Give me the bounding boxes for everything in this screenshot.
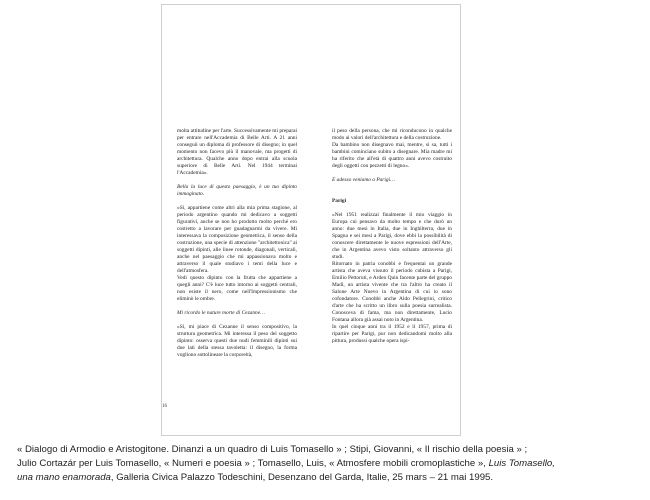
italic-question: E adesso veniamo a Parigi… xyxy=(332,177,395,183)
caption-line-2: Julio Cortazár per Luis Tomasello, « Numeri e poesia » ; Tomasello, Luis, « Atmosfere mobili cromoplastiche », xyxy=(17,458,489,469)
paragraph: il peso della persona, che mi riconducono in qualche modo ai valori dell'architettura e della costruzione. xyxy=(332,128,452,141)
paragraph: «Sì, mi piace di Cezanne il senso compositivo, la struttura geometrica. Mi interessa il peso del soggetto dipinto: osserva questi due nudi femminili dipinti sui due lati della stessa tavoletta: il disegno, la forma vogliono sottolineare la corporeità, xyxy=(177,324,297,358)
paragraph: molta attitudine per l'arte. Successivamente mi preparai per entrare nell'Accademia di Belle Arti. A 21 anni conseguii un diploma di professore di disegno; in quel momento non facevo più il manovale, ma progetti di architettura. Qualche anno dopo entrai alla scuola superiore di Belle Arti. Nel 1944 terminai l'Accademia». xyxy=(177,128,297,176)
page-number: 16 xyxy=(162,404,167,409)
section-heading: Parigi xyxy=(332,198,347,204)
italic-question: Mi ricordo le nature morte di Cezanne… xyxy=(177,310,265,316)
paragraph: «Sì, appartiene come altri alla mia prima stagione, al periodo argentino quando mi dedicavo a soggetti figurativi, anche se non ho prodotto molto perché ero costretto a lavorare per guadagnarmi da vivere. Mi interessava la composizione geometrica, il senso della costruzione, una specie di attenzione "architettonica" ai soggetti dipinti, alle linee rotonde, diagonali, verticali, anche nel paesaggio che mi appassionava molto e attraverso il quale studiavo i temi della luce e dell'atmosfera. xyxy=(177,205,297,274)
paragraph: Ritornato in patria conobbi e frequentai un grande artista che aveva vissuto il periodo cubista a Parigi, Emilio Pettoruti, e Arden Quin facente parte del gruppo Madì, un artista vivente che tra l'altro ha creato il Salone Arte Nuevo in Argentina di cui io sono cofondatore. Conobbi anche Aldo Pellegrini, critico d'arte che ha scritto un libro sulla poesia surrealista. Conosceva di fama, ma non direttamente, Lucio Fontana allora già assai noto in Argentina. xyxy=(332,261,452,323)
caption-line-1: « Dialogo di Armodio e Aristogitone. Dinanzi a un quadro di Luis Tomasello » ; Stipi, Giovanni, « Il rischio della poesia » ; xyxy=(17,444,528,455)
scanned-page xyxy=(161,4,461,436)
left-column xyxy=(177,128,297,359)
paragraph: Vedi questo dipinto con la frutta che appartiene a quegli anni? C'è luce tutto intorno ai soggetti centrali, non esiste il nero, come nell'Impressionismo che eliminò le ombre. xyxy=(177,275,297,302)
right-column xyxy=(332,128,452,345)
caption-book-title-part2: una mano enamorada xyxy=(17,472,111,483)
caption-book-title-part1: Luis Tomasello, xyxy=(488,458,555,469)
italic-question: Bella la luce di questo paesaggio, è un tuo dipinto immaginato. xyxy=(177,184,297,197)
paragraph: In quel cinque anni tra il 1952 e il 1957, prima di ripartire per Parigi, pur non dedicandomi molto alla pittura, produssi qualche opera ispi- xyxy=(332,324,452,344)
caption-line-3: , Galleria Civica Palazzo Todeschini, Desenzano del Garda, Italie, 25 mars – 21 mai 1995. xyxy=(110,472,494,483)
paragraph: «Nel 1951 realizzai finalmente il mio viaggio in Europa cui pensavo da molto tempo e che durò un anno: due mesi in Italia, due in Inghilterra, due in Spagna e sei mesi a Parigi, dove ebbi la possibilità di conoscere direttamente le nuove espressioni dell'Arte, che in Argentina avevo visto soltanto attraverso gli studi. xyxy=(332,212,452,260)
image-caption xyxy=(17,443,637,485)
paragraph: Da bambino non disegnavo mai, mentre, si sa, tutti i bambini cominciano subito a disegnare. Mia madre mi ha riferito che all'età di quattro anni avevo costruito degli oggetti con pezzetti di legno». xyxy=(332,142,452,169)
